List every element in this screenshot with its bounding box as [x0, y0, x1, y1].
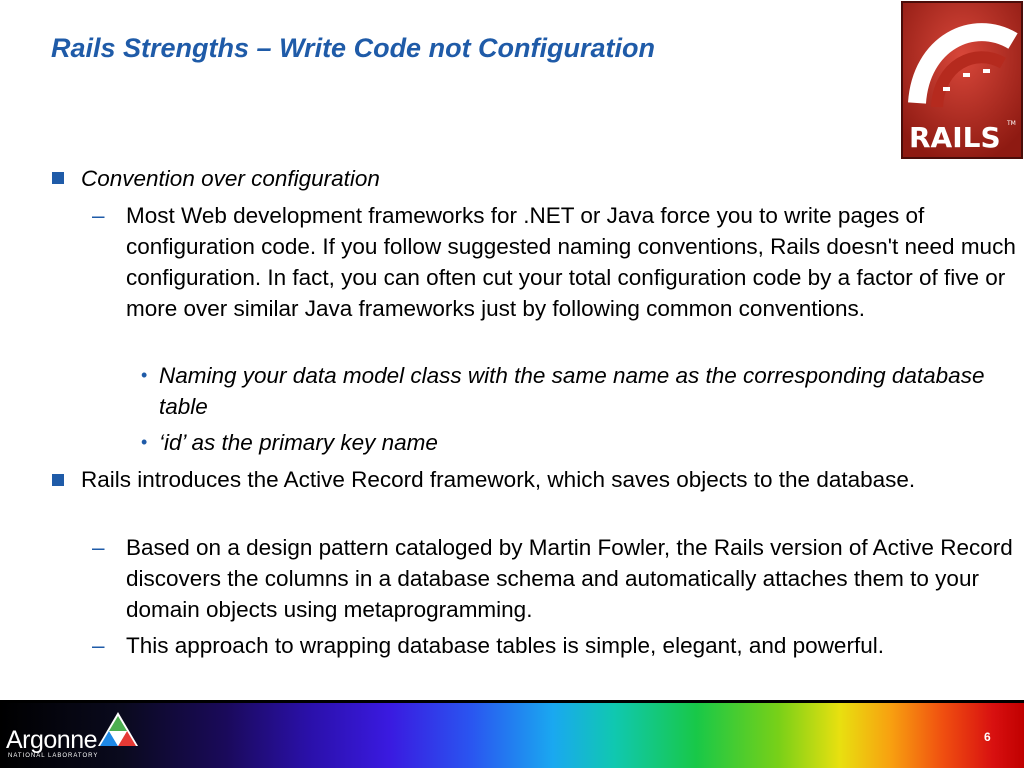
bullet-active-record: Rails introduces the Active Record framework, which saves objects to the database. — [81, 467, 916, 492]
bullet-square-marker — [52, 474, 64, 486]
logo-text: RAILS — [909, 121, 1001, 154]
logo-tm: TM — [1007, 120, 1016, 127]
sub-bullet-frameworks: Most Web development frameworks for .NET or Java force you to write pages of configuration code. If you follow suggested naming conventions, Rails doesn't need much configuration. In fact, you can often cut your total configuration code by a factor of five or more over similar Java frameworks just by following common conventions. — [126, 203, 1016, 321]
sub-bullet-approach: This approach to wrapping database tables is simple, elegant, and powerful. — [126, 633, 884, 658]
footer-divider — [0, 700, 1024, 703]
sub-sub-bullet-naming: Naming your data model class with the same name as the corresponding database table — [159, 363, 985, 419]
dot-marker: • — [141, 365, 148, 385]
page-number: 6 — [984, 730, 991, 744]
argonne-subtitle: NATIONAL LABORATORY — [8, 753, 99, 759]
dash-marker: – — [92, 535, 105, 560]
bullet-convention: Convention over configuration — [81, 166, 380, 191]
dash-marker: – — [92, 203, 105, 228]
argonne-triangle-icon — [96, 710, 140, 748]
footer-gradient-bar — [0, 700, 1024, 768]
slide-title: Rails Strengths – Write Code not Configuration — [51, 33, 656, 63]
argonne-logo — [6, 708, 146, 764]
sub-sub-bullet-id: ‘id’ as the primary key name — [159, 430, 438, 455]
dash-marker: – — [92, 633, 105, 658]
argonne-name: Argonne — [6, 726, 98, 754]
bullet-square-marker — [52, 172, 64, 184]
sub-bullet-fowler: Based on a design pattern cataloged by Martin Fowler, the Rails version of Active Record discovers the columns in a database schema and automatically attaches them to your domain objects using metaprogramming. — [126, 535, 1013, 622]
dot-marker: • — [141, 432, 148, 452]
